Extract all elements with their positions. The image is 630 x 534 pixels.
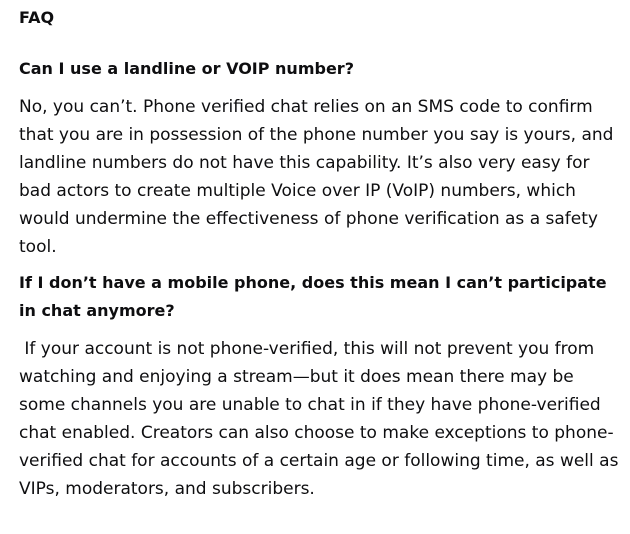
faq-answer-no-mobile: If your account is not phone-verified, this will not prevent you from watching and enjoying a stream—but it does mean there may be some channels you are unable to chat in if they have phone-verified chat enabled. Creators can also choose to make exceptions to phone-verified chat for accounts of a certain age or following time, as well as VIPs, moderators, and subscribers. [19, 339, 624, 499]
faq-question-landline: Can I use a landline or VOIP number? [19, 59, 354, 78]
faq-answer-landline: No, you can’t. Phone verified chat relies on an SMS code to confirm that you are in possession of the phone number you say is yours, and landline numbers do not have this capability. It’s also very easy for bad actors to create multiple Voice over IP (VoIP) numbers, which would undermine the effectiveness of phone verification as a safety tool. [19, 97, 619, 257]
faq-question-no-mobile: If I don’t have a mobile phone, does this mean I can’t participate in chat anymore? [19, 273, 607, 320]
faq-heading: FAQ [19, 8, 55, 27]
